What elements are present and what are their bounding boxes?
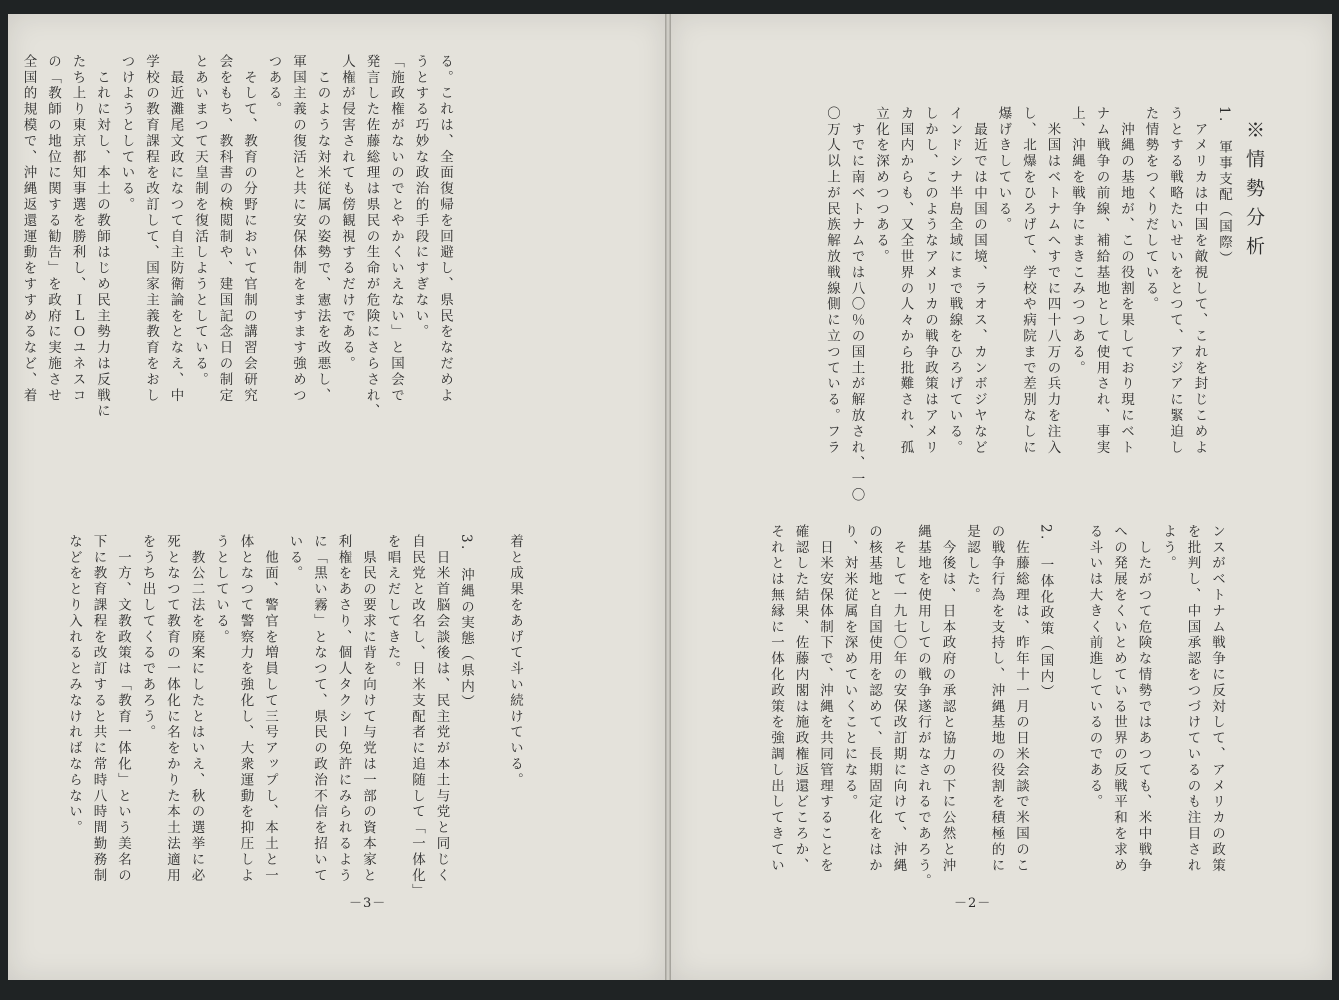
left-page: [8, 14, 665, 980]
section-heading: ※情勢分析: [1243, 120, 1265, 265]
page-number-2: －2－: [954, 896, 992, 911]
left-page-upper-text: る。これは、全面復帰を回避し、県民をなだめよ うとする巧妙な政治的手段にすぎない。 「施政権がないのでとやかくいえない」と国会で 発言した佐藤総理は県民の生命が危険にさらされ、 人権が侵害されても傍観視するだけである。 このような対米従属の姿勢で、憲法を改悪し、 軍国主義の復活と共に安保体制をますます強めつ つある。 そして、教育の分野において官制の講習会研究 会をもち、教科書の検閲制や、建国記念日の制定 とあいまつて天皇制を復活しようとしている。 最近灘尾文政になつて自主防衛論をとなえ、中 学校の教育課程を改訂して、国家主義教育をおし つけようとしている。 これに対し、本土の教師はじめ民主勢力は反戦に たち上り東京都知事選を勝利し、ＩＬＯユネスコ の「教師の地位に関する勧告」を政府に実施させ 全国的規模で、沖縄返還運動をすすめるなど、着: [20, 54, 453, 420]
page-number-3: －3－: [349, 896, 387, 911]
right-page: [671, 14, 1332, 980]
right-page-upper-text: 1. 軍事支配（国際） アメリカは中国を敵視して、これを封じこめよ うとする戦略たいせいをとつて、アジアに緊迫し た情勢をつくりだしている。 沖縄の基地が、この役割を果しており現にベト ナム戦争の前線、補給基地として使用され、事実 上、沖縄を戦争にまきこみつつある。 米国はベトナムへすでに四十八万の兵力を注入 し、北爆をひろげて、学校や病院まで差別なしに 爆げきしている。 最近では中国の国境、ラオス、カンボジヤなど インドシナ半島全域にまで戦線をひろげている。 しかし、このようなアメリカの戦争政策はアメリ カ国内からも、又全世界の人々から批難され、孤 立化を深めつつある。 すでに南ベトナムでは八〇％の国土が解放され、一〇 〇万人以上が民族解放戦線側に立つている。フラ: [824, 106, 1232, 504]
right-page-lower-text: ンスがベトナム戦争に反対して、アメリカの政策 を批判し、中国承認をつづけているのも注目され よう。 したがつて危険な情勢ではあつても、米中戦争 への発展をくいとめている世界の反戦平和を求め る斗いは大きく前進しているのである。 2. 一体化政策（国内） 佐藤総理は、昨年十一月の日米会談で米国のこ の戦争行為を支持し、沖縄基地の役割を積極的に 是認した。 今後は、日本政府の承認と協力の下に公然と沖 縄基地を使用しての戦争遂行がなされるであろう。 そして一九七〇年の安保改訂期に向けて、沖縄 の核基地と自国使用を認めて、長期固定化をはか り、対米従属を深めていくことになる。 日米安保体制下で、沖縄を共同管理することを 確認した結果、佐藤内閣は施政権返還どころか、 それとは無縁に一体化政策を強調し出してきてい: [768, 524, 1225, 890]
left-page-lower-text: 着と成果をあげて斗い続けている。 3. 沖縄の実態（県内） 日米首脳会談後は、民主党が本土与党と同じく 自民党と改名し、日米支配者に追随して「一体化」 を唱えだしてきた。 県民の要求に背を向けて与党は一部の資本家と 利権をあさり、個人タクシー免許にみられるよう に「黒い霧」となつて、県民の政治不信を招いて いる。 他面、警官を増員して三号アップし、本土と一 体となつて警察力を強化し、大衆運動を抑圧しよ うとしている。 教公二法を廃案にしたとはいえ、秋の選挙に必 死となつて教育の一体化に名をかりた本土法適用 をうち出してくるであろう。 一方、文教政策は「教育一体化」という美名の 下に教育課程を改訂すると共に常時八時間勤務制 などをとり入れるとみなければならない。: [66, 534, 523, 900]
